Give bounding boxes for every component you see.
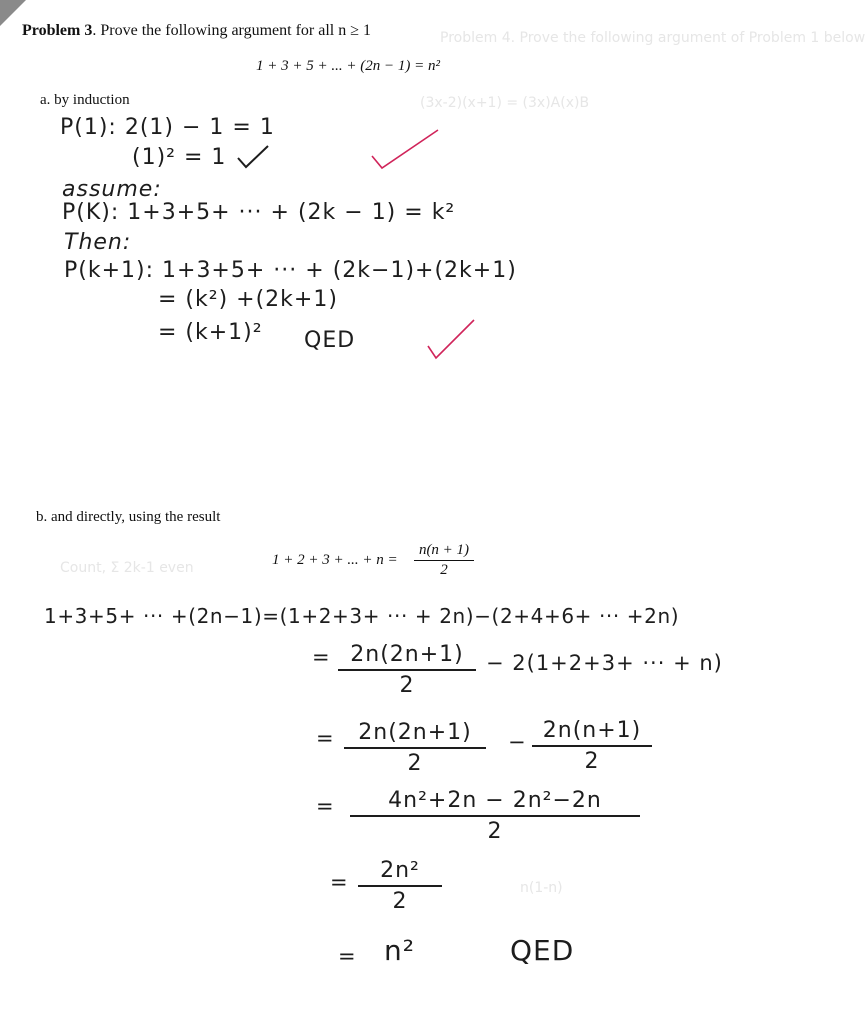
inductive-step: P(k+1): 1+3+5+ ··· + (2k−1)+(2k+1) bbox=[64, 258, 517, 283]
qed-part-a: QED bbox=[304, 328, 356, 353]
fraction-bar bbox=[414, 560, 474, 561]
denominator: 2 bbox=[399, 673, 415, 698]
equals-sign: = bbox=[316, 794, 335, 818]
direct-proof-line-1: 1+3+5+ ··· +(2n−1)=(1+2+3+ ··· + 2n)−(2+4+6+ ··· +2n) bbox=[44, 604, 680, 628]
equals-sign: = bbox=[312, 645, 331, 669]
bleed-through: Count, Σ 2k-1 even bbox=[60, 560, 194, 576]
part-b-label: b. and directly, using the result bbox=[36, 509, 221, 525]
fraction-2n-2n-plus-1 bbox=[338, 642, 476, 698]
problem-formula: 1 + 3 + 5 + ... + (2n − 1) = n² bbox=[256, 58, 440, 74]
denominator: 2 bbox=[584, 749, 600, 774]
assume-label: assume: bbox=[62, 177, 162, 202]
given-sum-formula: 1 + 2 + 3 + ... + n = bbox=[272, 552, 398, 568]
given-fraction bbox=[414, 542, 474, 579]
equals-sign: = bbox=[330, 870, 349, 894]
given-denominator: 2 bbox=[440, 562, 448, 578]
inductive-step-3: = (k+1)² bbox=[158, 320, 263, 345]
fraction-bar bbox=[350, 815, 640, 817]
equals-sign: = bbox=[338, 944, 357, 968]
problem-title: Problem 3 bbox=[22, 22, 93, 39]
qed-part-b: QED bbox=[510, 934, 575, 967]
grader-checkmark-icon bbox=[370, 128, 440, 172]
fraction-2n-n-plus-1 bbox=[532, 718, 652, 774]
bleed-through: (3x-2)(x+1) = (3x)A(x)B bbox=[420, 95, 590, 111]
bleed-through: Problem 4. Prove the following argument of Problem 1 below bbox=[440, 30, 865, 46]
checkmark-icon bbox=[236, 144, 270, 170]
base-case-line: P(1): 2(1) − 1 = 1 bbox=[60, 115, 275, 140]
base-case-check-line: (1)² = 1 bbox=[132, 145, 227, 170]
denominator: 2 bbox=[407, 751, 423, 776]
problem-statement: . Prove the following argument for all n ≥ 1 bbox=[92, 22, 372, 39]
numerator: 2n(n+1) bbox=[542, 718, 642, 743]
fraction-2n-2n-plus-1 bbox=[344, 720, 486, 776]
given-numerator: n(n + 1) bbox=[418, 542, 470, 558]
numerator: 4n²+2n − 2n²−2n bbox=[388, 788, 602, 813]
denominator: 2 bbox=[392, 889, 408, 914]
final-result: n² bbox=[384, 934, 415, 967]
fraction-bar bbox=[344, 747, 486, 749]
denominator: 2 bbox=[487, 819, 503, 844]
numerator: 2n(2n+1) bbox=[358, 720, 472, 745]
fraction-bar bbox=[358, 885, 442, 887]
part-a-label: a. by induction bbox=[40, 92, 130, 108]
fraction-bar bbox=[338, 669, 476, 671]
numerator: 2n(2n+1) bbox=[350, 642, 464, 667]
inductive-step-2: = (k²) +(2k+1) bbox=[158, 287, 338, 312]
bleed-through: n(1-n) bbox=[520, 880, 563, 896]
then-label: Then: bbox=[64, 230, 132, 255]
minus-sign: − bbox=[508, 730, 527, 754]
problem-heading bbox=[22, 22, 371, 40]
fraction-2n-squared bbox=[358, 858, 442, 914]
inductive-hypothesis: P(K): 1+3+5+ ··· + (2k − 1) = k² bbox=[62, 200, 456, 225]
step-2-remainder: − 2(1+2+3+ ··· + n) bbox=[486, 651, 723, 675]
fraction-bar bbox=[532, 745, 652, 747]
equals-sign: = bbox=[316, 726, 335, 750]
fraction-expanded bbox=[350, 788, 640, 844]
numerator: 2n² bbox=[380, 858, 420, 883]
grader-checkmark-icon bbox=[426, 318, 476, 362]
